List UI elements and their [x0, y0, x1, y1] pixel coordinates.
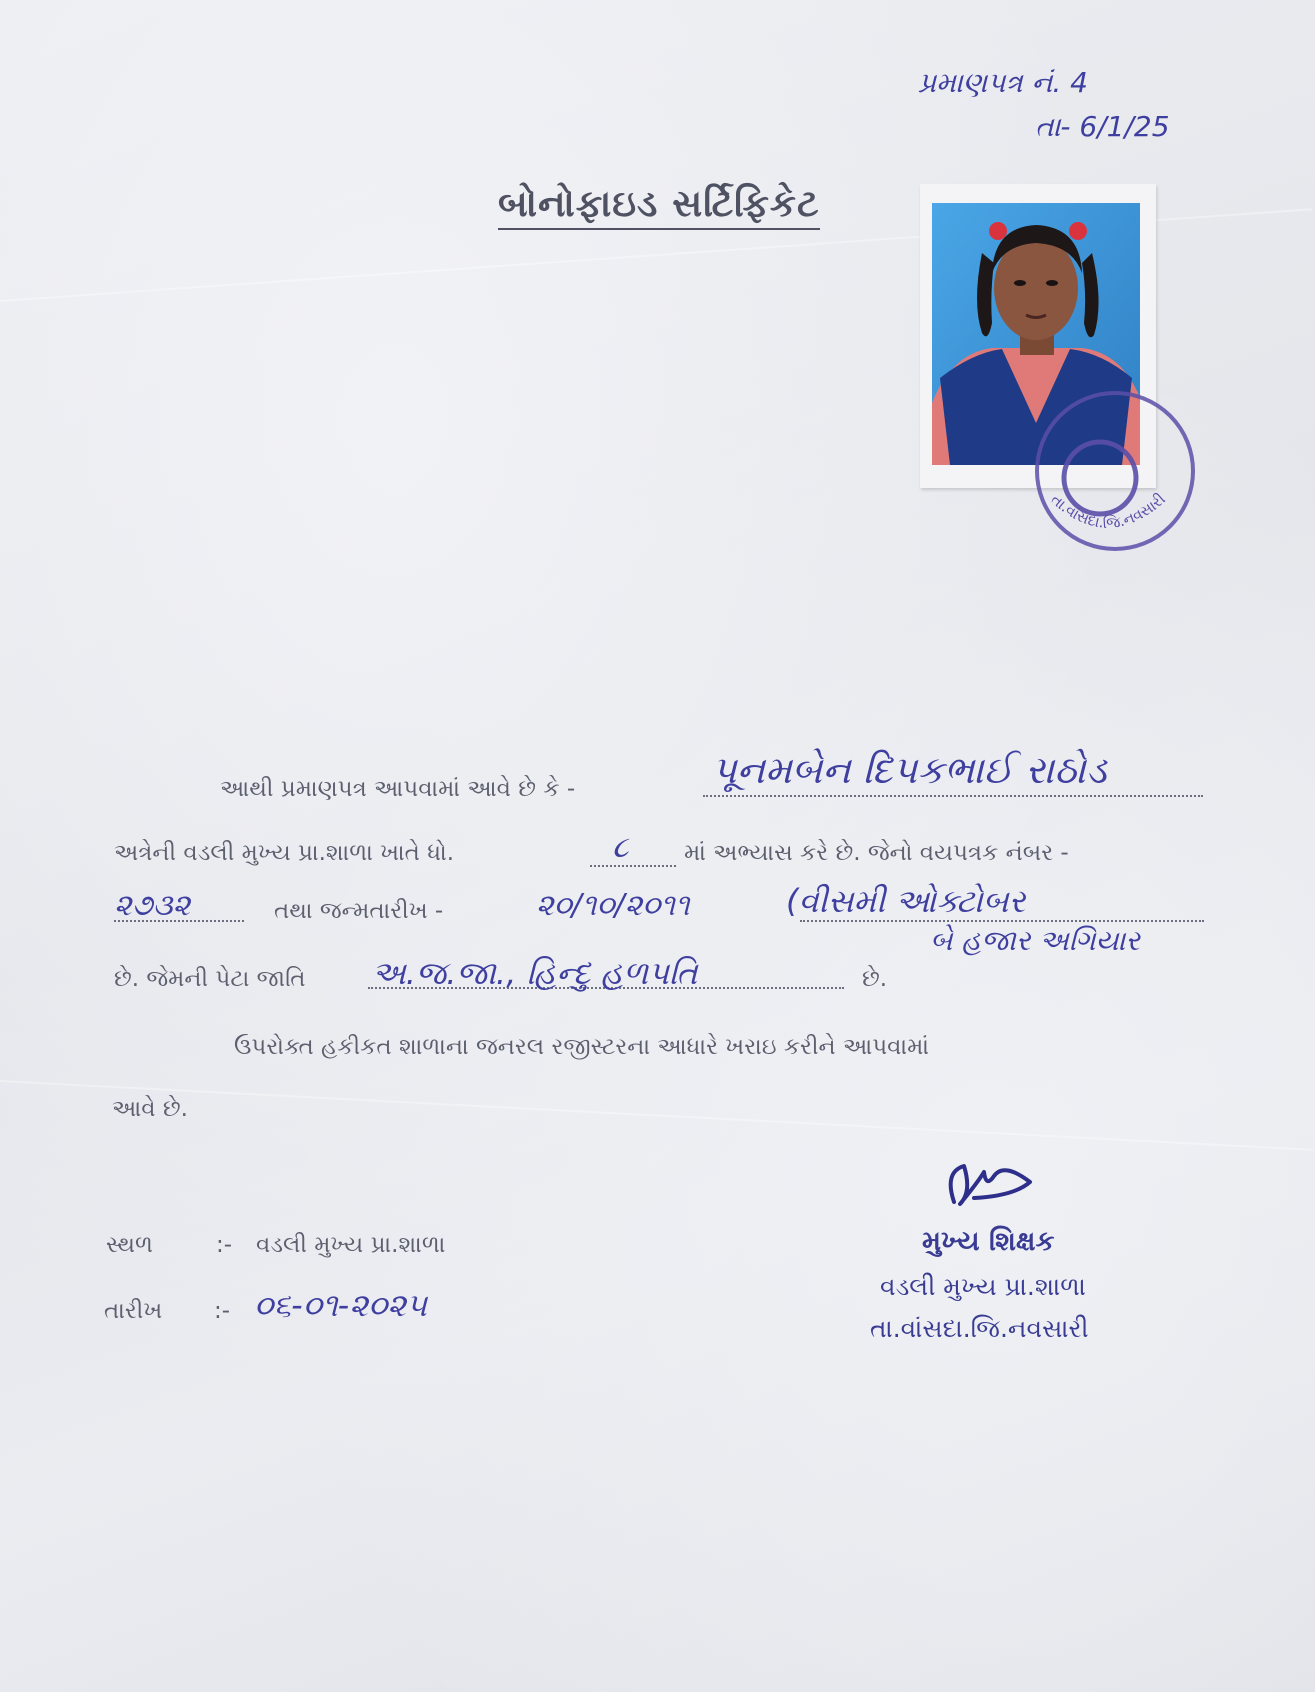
signatory-title: મુખ્ય શિક્ષક: [922, 1226, 1055, 1257]
school-stamp: [1030, 386, 1200, 570]
caste-value: અ.જ.જા., હિન્દુ હળપતિ: [372, 954, 698, 992]
line2-text-b: માં અભ્યાસ કરે છે. જેનો વયપત્રક નંબર -: [684, 840, 1069, 866]
place-label: સ્થળ: [106, 1232, 153, 1258]
place-separator: :-: [216, 1232, 233, 1258]
date-label: તારીખ: [104, 1298, 163, 1324]
birth-date: ૨૦/૧૦/૨૦૧૧: [536, 888, 690, 923]
name-dotted-line: [703, 795, 1203, 797]
paragraph2-line1: ઉપરોક્ત હકીકત શાળાના જનરલ રજીસ્ટરના આધારે ખરાઇ કરીને આપવામાં: [234, 1034, 929, 1060]
line2-text-a: અત્રેની વડલી મુખ્ય પ્રા.શાળા ખાતે ધો.: [114, 840, 455, 866]
birth-words-dotted-line: [800, 920, 1204, 922]
line4-text-b: છે.: [862, 966, 888, 992]
register-number: ૨૭૩૨: [114, 888, 191, 923]
stamp-text: તા.વાંસદા.જિ.નવસારી: [1047, 489, 1169, 533]
student-name: પૂનમબેન દિપકભાઈ રાઠોડ: [712, 748, 1107, 792]
line1-label: આથી પ્રમાણપત્ર આપવામાં આવે છે કે -: [220, 776, 576, 802]
standard-value: ૮: [612, 830, 629, 865]
birth-date-words-2: બે હજાર અગિયાર: [930, 924, 1140, 957]
date-separator: :-: [214, 1298, 231, 1324]
paper-crease: [0, 1080, 1313, 1151]
standard-dotted-line: [590, 865, 676, 867]
place-value: વડલી મુખ્ય પ્રા.શાળા: [256, 1232, 446, 1258]
signatory-school: વડલી મુખ્ય પ્રા.શાળા: [880, 1272, 1086, 1301]
birth-date-words: (વીસમી ઓક્ટોબર: [786, 882, 1026, 920]
paragraph2-line2: આવે છે.: [112, 1096, 188, 1122]
line4-text-a: છે. જેમની પેટા જાતિ: [114, 966, 306, 992]
signatory-address: તા.વાંસદા.જિ.નવસારી: [870, 1314, 1089, 1343]
certificate-title: બોનોફાઇડ સર્ટિફિકેટ: [498, 182, 820, 230]
headmaster-signature: [934, 1152, 1054, 1218]
line3-text-a: તથા જન્મતારીખ -: [274, 898, 444, 924]
date-value: ૦૬-૦૧-૨૦૨૫: [254, 1286, 428, 1324]
issue-date: તા- 6/1/25: [1035, 110, 1170, 143]
certificate-number: પ્રમાણપત્ર નં. 4: [918, 66, 1088, 99]
